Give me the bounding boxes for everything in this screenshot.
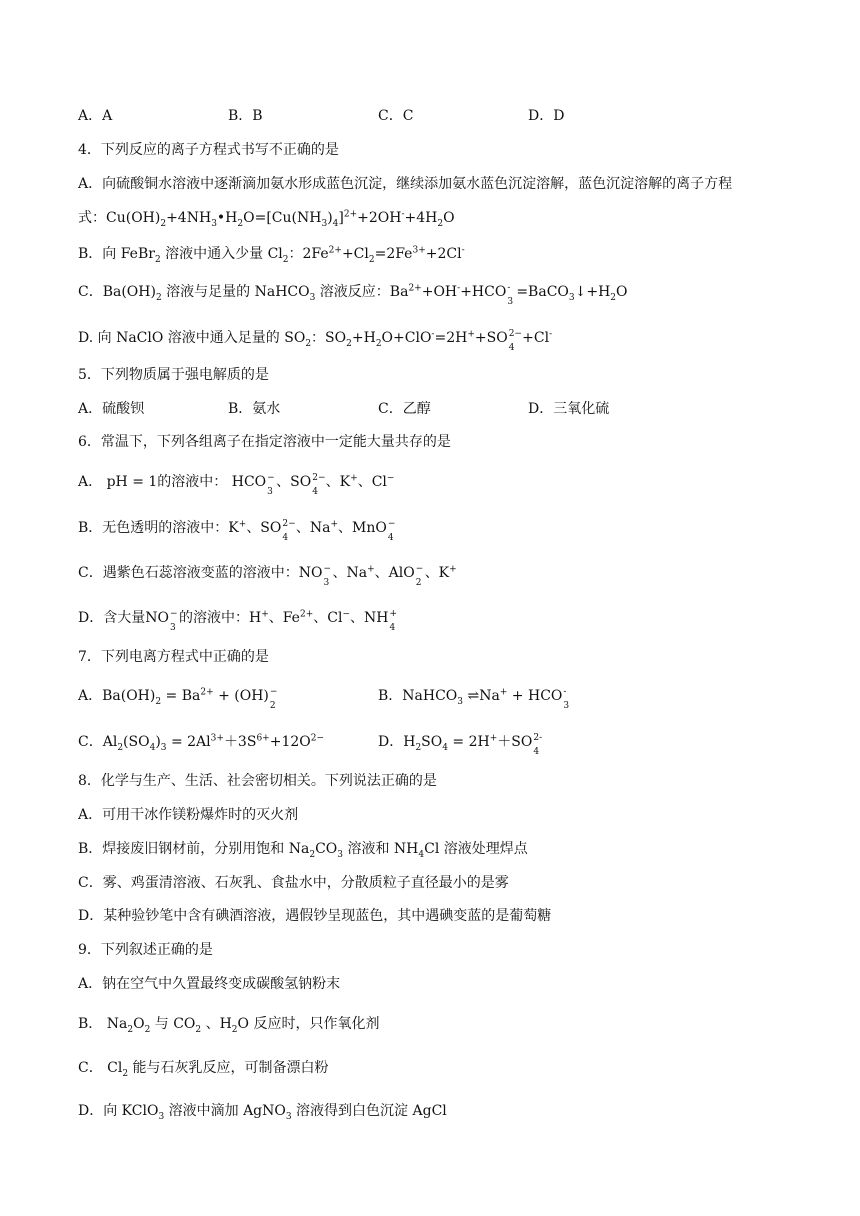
q6-option-d: D．含大量NO − 3 的溶液中：H+、$Fe^{2+}$、Cl−、NH + 4	[78, 609, 398, 633]
q3-option-b: B．B	[228, 108, 263, 124]
q5-options	[78, 399, 609, 419]
q6-c-prefix: C．遇紫色石蕊溶液变蓝的溶液中：	[78, 565, 299, 581]
q8-stem: 8．化学与生产、生活、社会密切相关。下列说法正确的是	[78, 773, 437, 789]
q6-b-prefix: B．无色透明的溶液中：	[78, 520, 229, 536]
q6-a-prefix: A．	[78, 474, 103, 490]
q4-b-prefix: B．向 FeBr	[78, 246, 155, 262]
q9-b-prefix: B．	[78, 1016, 103, 1032]
q6-a-cond: pH = 1的溶液中：	[106, 474, 228, 490]
q4-c-prefix: C．Ba(OH)	[78, 284, 156, 300]
q7-stem: 7．下列电离方程式中正确的是	[78, 649, 269, 665]
q5-option-b: B．氨水	[228, 401, 281, 417]
q9-option-b: B． $Na_2O_2$ 与 $CO_2$ 、$H_2O$ 反应时，只作氧化剂	[78, 1016, 380, 1035]
q4-option-b: B．向 FeBr$_2$ 溶液中通入少量 $Cl_2$：$2Fe^{2+}+Cl_2=2Fe^{3+}+2Cl^-$	[78, 245, 465, 265]
q7-option-b: B．NaHCO$_3$ ⇌Na+ + HCO - 3	[378, 687, 570, 711]
q7-option-a: A．$Ba(OH)_2 = Ba^{2+} + (OH)$ − 2	[78, 687, 278, 711]
q4-stem: 4．下列反应的离子方程式书写不正确的是	[78, 142, 339, 158]
q5-stem: 5．下列物质属于强电解质的是	[78, 367, 269, 383]
q4-a-prefix: 式：	[78, 210, 106, 226]
q9-option-d: D．向 KClO$_3$ 溶液中滴加 AgNO$_3$ 溶液得到白色沉淀 AgCl	[78, 1103, 447, 1122]
q4-d-prefix: D. 向 NaClO 溶液中通入足量的 SO	[78, 330, 306, 346]
q9-option-a: A．钠在空气中久置最终变成碳酸氢钠粉末	[78, 976, 341, 992]
q8-option-b: B．焊接废旧钢材前，分别用饱和 $Na_2CO_3$ 溶液和 $NH_4Cl$ 溶液处理焊点	[78, 841, 528, 860]
q8-option-c: C．雾、鸡蛋清溶液、石灰乳、食盐水中，分散质粒子直径最小的是雾	[78, 875, 509, 891]
q3-option-c: C．C	[378, 108, 414, 124]
q3-option-d: D．D	[528, 108, 565, 124]
q4-option-c: C．$Ba(OH)_2$ 溶液与足量的 NaHCO$_3$ 溶液反应：$Ba^{2+}+OH^-+HCO$ - 3 $=BaCO_3↓+H_2O$	[78, 283, 628, 307]
q3-option-a: A．A	[78, 108, 113, 124]
q4-option-d: D. 向 NaClO 溶液中通入足量的 $SO_2$：$SO_2+H_2O+ClO^-=2H^++SO$ 2− 4 +Cl-	[78, 329, 553, 353]
q9-option-c: C． $Cl_2$ 能与石灰乳反应，可制备漂白粉	[78, 1060, 329, 1079]
q8-option-d: D．某种验钞笔中含有碘酒溶液，遇假钞呈现蓝色，其中遇碘变蓝的是葡萄糖	[78, 908, 552, 924]
q6-option-b: B．无色透明的溶液中：K+、SO 2− 4 、Na+、MnO − 4	[78, 519, 396, 543]
q6-d-prefix: D．含大量	[78, 610, 146, 626]
q7-option-d: D．$H_2SO_4 = 2H^++SO$ 2- 4	[378, 733, 543, 757]
q5-option-d: D．三氧化硫	[528, 401, 610, 417]
q6-option-a: A． pH = 1的溶液中： HCO − 3 、SO 2− 4 、K+、Cl−	[78, 473, 395, 497]
q7-options-row2	[78, 732, 543, 757]
q9-c-prefix: C．	[78, 1060, 103, 1076]
q4-option-a-line2: 式：$Cu(OH)_2+4NH_3•H_2O=[Cu(NH_3)_4]^{2+}+2OH^-+4H_2O$	[78, 209, 455, 229]
q8-option-a: A．可用干冰作镁粉爆炸时的灭火剂	[78, 807, 299, 823]
q9-stem: 9．下列叙述正确的是	[78, 942, 213, 958]
q6-stem: 6．常温下，下列各组离子在指定溶液中一定能大量共存的是	[78, 434, 451, 450]
q3-options	[78, 106, 564, 126]
q4-option-a-line1: A．向硫酸铜水溶液中逐渐滴加氨水形成蓝色沉淀，继续添加氨水蓝色沉淀溶解，蓝色沉淀溶解的离子方程	[78, 176, 733, 192]
q5-option-a: A．硫酸钡	[78, 401, 145, 417]
q6-option-c: C．遇紫色石蕊溶液变蓝的溶液中：NO − 3 、Na+、AlO − 2 、K+	[78, 564, 457, 588]
q7-options-row1	[78, 686, 572, 711]
q7-option-c: C．$Al_2(SO_4)_3 = 2Al^{3+}+3S^{6+}+12O^{2-}$	[78, 733, 325, 753]
q5-option-c: C．乙醇	[378, 401, 431, 417]
